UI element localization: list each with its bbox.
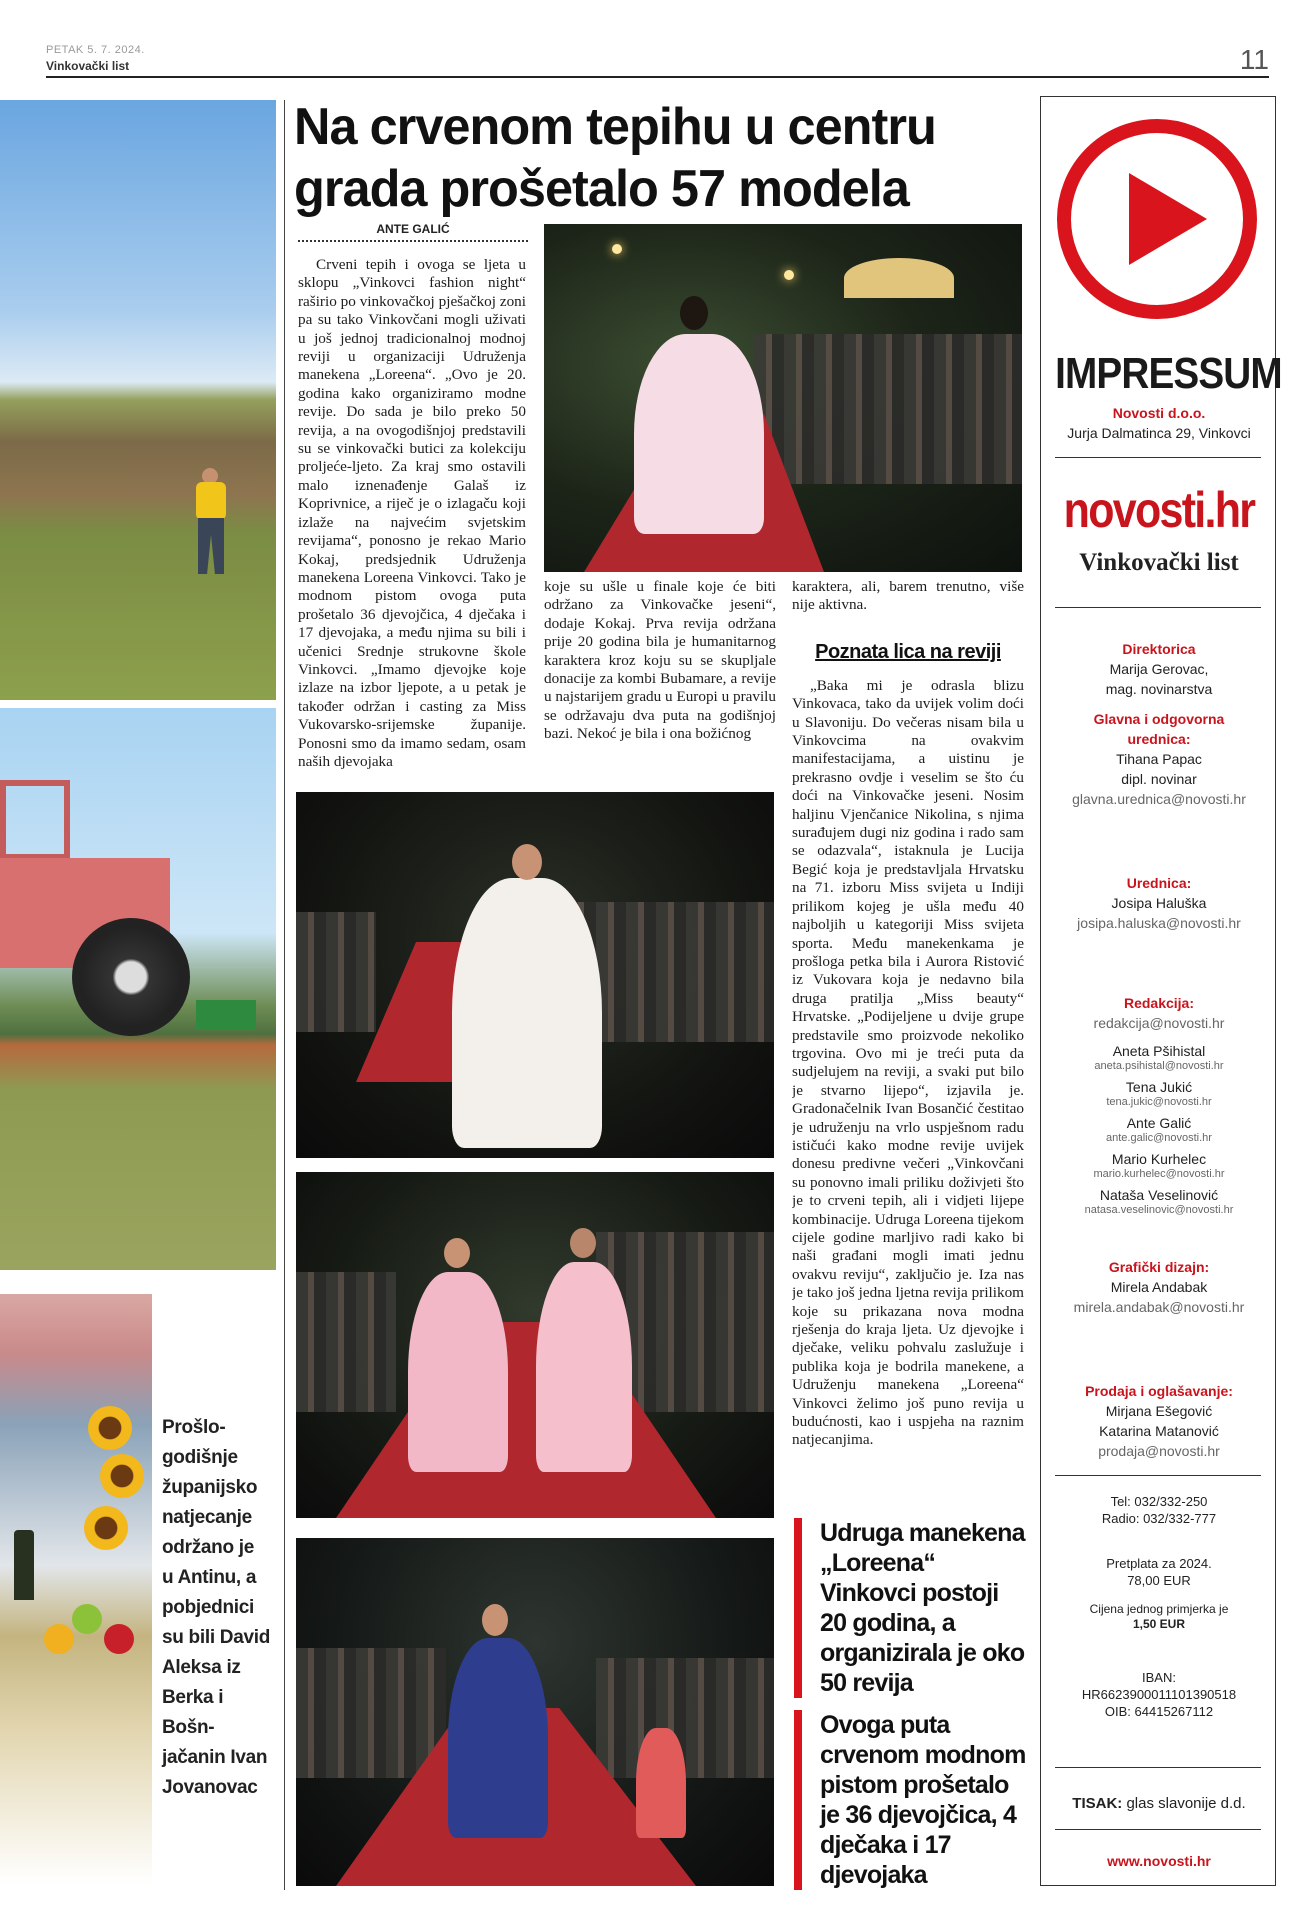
tractor-photo	[0, 708, 276, 1270]
novosti-logo: novosti.hr	[1063, 482, 1255, 538]
print-info: TISAK: glas slavonije d.d.	[1072, 1795, 1246, 1812]
runway-photo-blue-dress	[296, 1538, 774, 1886]
article-subheading: Poznata lica na reviji	[815, 641, 1001, 663]
byline-rule	[298, 240, 528, 242]
company-address: Jurja Dalmatinca 29, Vinkovci	[1067, 425, 1251, 441]
phone: Tel: 032/332-250	[1110, 1494, 1208, 1509]
staff-name: Aneta Pšihistal	[1112, 1043, 1206, 1059]
pull-quote-1: Udruga manekena „Loreena“ Vinkovci postoji 20 godina, a organizirala je oko 50 revija	[794, 1518, 1026, 1698]
staff-name: Tena Jukić	[1125, 1079, 1193, 1095]
divider	[1055, 1767, 1261, 1768]
director-label: Direktorica	[1122, 641, 1196, 657]
byline: ANTE GALIĆ	[376, 222, 450, 236]
article-column-3	[792, 578, 1024, 1504]
design-name: Mirela Andabak	[1110, 1279, 1208, 1295]
staff-email[interactable]: tena.jukic@novosti.hr	[1106, 1096, 1212, 1108]
sales-label: Prodaja i oglašavanje:	[1085, 1383, 1233, 1399]
article-column-2: koje su ušle u finale koje će biti održano za Vinkovačke jeseni“, dodaje Kokaj. Prva revija održana prije 20 godina bila je humanitarnog karaktera kroz koju su se skupljale donacije za kombi Bubamare, a revije u najstarijem gradu u Europi u pravilu se održavaju dva puta na godišnjoj bazi. Nekoć je bila i ona božićnog	[544, 578, 776, 743]
impressum-title: IMPRESSUM	[1055, 349, 1282, 398]
staff-email[interactable]: mario.kurhelec@novosti.hr	[1093, 1168, 1225, 1180]
oib: OIB: 64415267112	[1104, 1704, 1214, 1719]
column-rule	[284, 100, 285, 1890]
runway-photo-bride	[544, 224, 1022, 572]
staff-name: Mario Kurhelec	[1111, 1151, 1207, 1167]
staff-email[interactable]: natasa.veselinovic@novosti.hr	[1084, 1204, 1234, 1216]
copy-price-label: Cijena jednog primjerka je	[1089, 1602, 1229, 1616]
article-headline: Na crvenom tepihu u centru grada prošetalo 57 modela	[294, 98, 936, 218]
sales-name-1: Mirjana Ešegović	[1105, 1403, 1213, 1419]
director-title: mag. novinarstva	[1105, 681, 1213, 697]
subscription-price: 78,00 EUR	[1127, 1573, 1191, 1588]
staff-name: Nataša Veselinović	[1099, 1187, 1219, 1203]
design-email[interactable]: mirela.andabak@novosti.hr	[1073, 1299, 1245, 1315]
iban-label: IBAN:	[1142, 1670, 1176, 1685]
divider	[1055, 607, 1261, 608]
website-link[interactable]: www.novosti.hr	[1107, 1853, 1211, 1869]
sales-name-2: Katarina Matanović	[1099, 1423, 1219, 1439]
article-column-1: Crveni tepih i ovoga se ljeta u sklopu „Vinkovci fashion night“ raširio po vinkovačkoj pješačkoj zoni pa su tako Vinkovčani mogli uživati u još jednoj tradicionalnoj modnoj reviji u organizaciji Udruženja manekena „Loreena“. „Ovo je 20. godina kako organiziramo modne revije. Do sada je bilo preko 50 revija, a na ovogodišnjoj predstavili su se vinkovački butici za kolekciju proljeće-ljeto. Za kraj smo ostavili malo iznenađenje Galaš iz Koprivnice, a riječ je o izlagaču koji izlaže na najvećim svjetskim revijama“, ponosno je rekao Mario Kokaj, predsjednik Udruženja manekena Loreena Vinkovci. Tako je modnom pistom ovoga puta prošetalo 36 djevojčica, 4 dječaka i 17 djevojaka, a među njima su bili i učenici Srednje strukovne škole Vinkovci. „Imamo djevojke koje izlaze na izbor ljepote, a u petak je također održan i casting za Miss Vukovarsko-srijemske županije. Ponosni smo da imamo sedam, osam naših djevojaka	[298, 256, 526, 770]
col3-body: „Baka mi je odrasla blizu Vinkovaca, tako da uvijek volim doći u Slavoniju. Do večeras nisam bila u Vinkovcima na ovakvim manifestacijama, a uistinu je prekrasno ovdje i veselim se što ću doći na Vinkovačke jeseni. Nosim haljinu Vjenčanice Nikolina, s njima surađujem dugi niz godina i rado sam se odazvala“, istaknula je Lucija Begić koja je predstavljala Hrvatsku na 71. izboru Miss svijeta u Indiji prilikom kojeg je ušla među 40 najboljih u kategoriji Miss svijeta sporta. Među manekenkama je prošloga petka bila i Aurora Ristović iz Vukovara koja je nedavno bila druga pratilja „Miss beauty“ Hrvatske. „Podijeljene u dvije grupe predstavile smo proizvode nekoliko trgovina. Ovo mi je treći puta da sudjelujem na reviji, a svaki put bilo je stvarno lijepo“, izjavila je. Gradonačelnik Ivan Bosančić čestitao je udruženju na vrlo uspješnom radu ističući kako modne revije uvijek donesu predivne večeri „Vinkovčani su ponovno imali priliku doživjeti što je to crveni tepih, ali i vidjeti lijepe kombinacije. Udruga Loreena tijekom cijele godine marljivo radi kako bi naši građani mogli imati jednu ovakvu reviju“, zaključio je. Iza nas je tako još jedna ljetna revija prilikom koje su prikazana nova modna rješenja do kraja ljeta. Uz djevojke i dječake, veliku pohvalu zaslužuje i publika koja je bodrila manekene, a Udruženju manekena „Loreena“ Vinkovci želimo još puno revija u budućnosti, kao i uspjeha na raznim natjecanjima.	[792, 676, 1024, 1449]
staff-email[interactable]: aneta.psihistal@novosti.hr	[1094, 1060, 1224, 1072]
staff-name: Ante Galić	[1126, 1115, 1192, 1131]
design-label: Grafički dizajn:	[1108, 1259, 1210, 1275]
editor-label: Urednica:	[1126, 875, 1192, 891]
newsroom-label: Redakcija:	[1123, 995, 1195, 1011]
field-photo	[0, 100, 276, 700]
play-icon	[1057, 119, 1257, 319]
editor-in-chief-title: dipl. novinar	[1121, 771, 1197, 787]
person-figure	[190, 468, 230, 578]
col3-intro: karaktera, ali, barem trenutno, više nije aktivna.	[792, 578, 1024, 614]
newsroom-email[interactable]: redakcija@novosti.hr	[1093, 1015, 1225, 1031]
copy-price: 1,50 EUR	[1132, 1617, 1186, 1631]
editor-email[interactable]: josipa.haluska@novosti.hr	[1077, 915, 1241, 931]
divider	[1055, 1829, 1261, 1830]
editor-in-chief-label: Glavna i odgovorna urednica:	[1093, 711, 1225, 747]
sales-email[interactable]: prodaja@novosti.hr	[1098, 1443, 1220, 1459]
staff-email[interactable]: ante.galic@novosti.hr	[1106, 1132, 1212, 1144]
pull-quote-2: Ovoga puta crvenom modnom pistom prošetalo je 36 djevojčica, 4 dječaka i 17 djevojaka	[794, 1710, 1026, 1890]
divider	[1055, 457, 1261, 458]
festival-photo	[0, 1294, 152, 1884]
header-rule	[46, 76, 1269, 78]
issue-date: PETAK 5. 7. 2024.	[46, 44, 145, 56]
runway-photo-girls	[296, 1172, 774, 1518]
editor-in-chief-name: Tihana Papac	[1116, 751, 1202, 767]
paper-name: Vinkovački list	[46, 59, 130, 73]
impressum-box	[1040, 96, 1282, 1886]
director-name: Marija Gerovac,	[1109, 661, 1209, 677]
radio-phone: Radio: 032/332-777	[1101, 1511, 1217, 1526]
photo-caption: Prošlo- godišnje županijsko natjecanje održano je u Antinu, a pobjednici su bili David Aleksa iz Berka i Bošn- jačanin Ivan Jovanovac	[162, 1417, 271, 1798]
subscription-label: Pretplata za 2024.	[1106, 1556, 1212, 1571]
vinkovacki-list-logo: Vinkovački list	[1079, 549, 1239, 576]
divider	[1055, 1475, 1261, 1476]
runway-photo-white-gown	[296, 792, 774, 1158]
company-name: Novosti d.o.o.	[1112, 405, 1206, 421]
page-number: 11	[1239, 44, 1269, 75]
editor-in-chief-email[interactable]: glavna.urednica@novosti.hr	[1072, 791, 1246, 807]
editor-name: Josipa Haluška	[1111, 895, 1207, 911]
iban: HR6623900011101390518	[1081, 1687, 1237, 1702]
